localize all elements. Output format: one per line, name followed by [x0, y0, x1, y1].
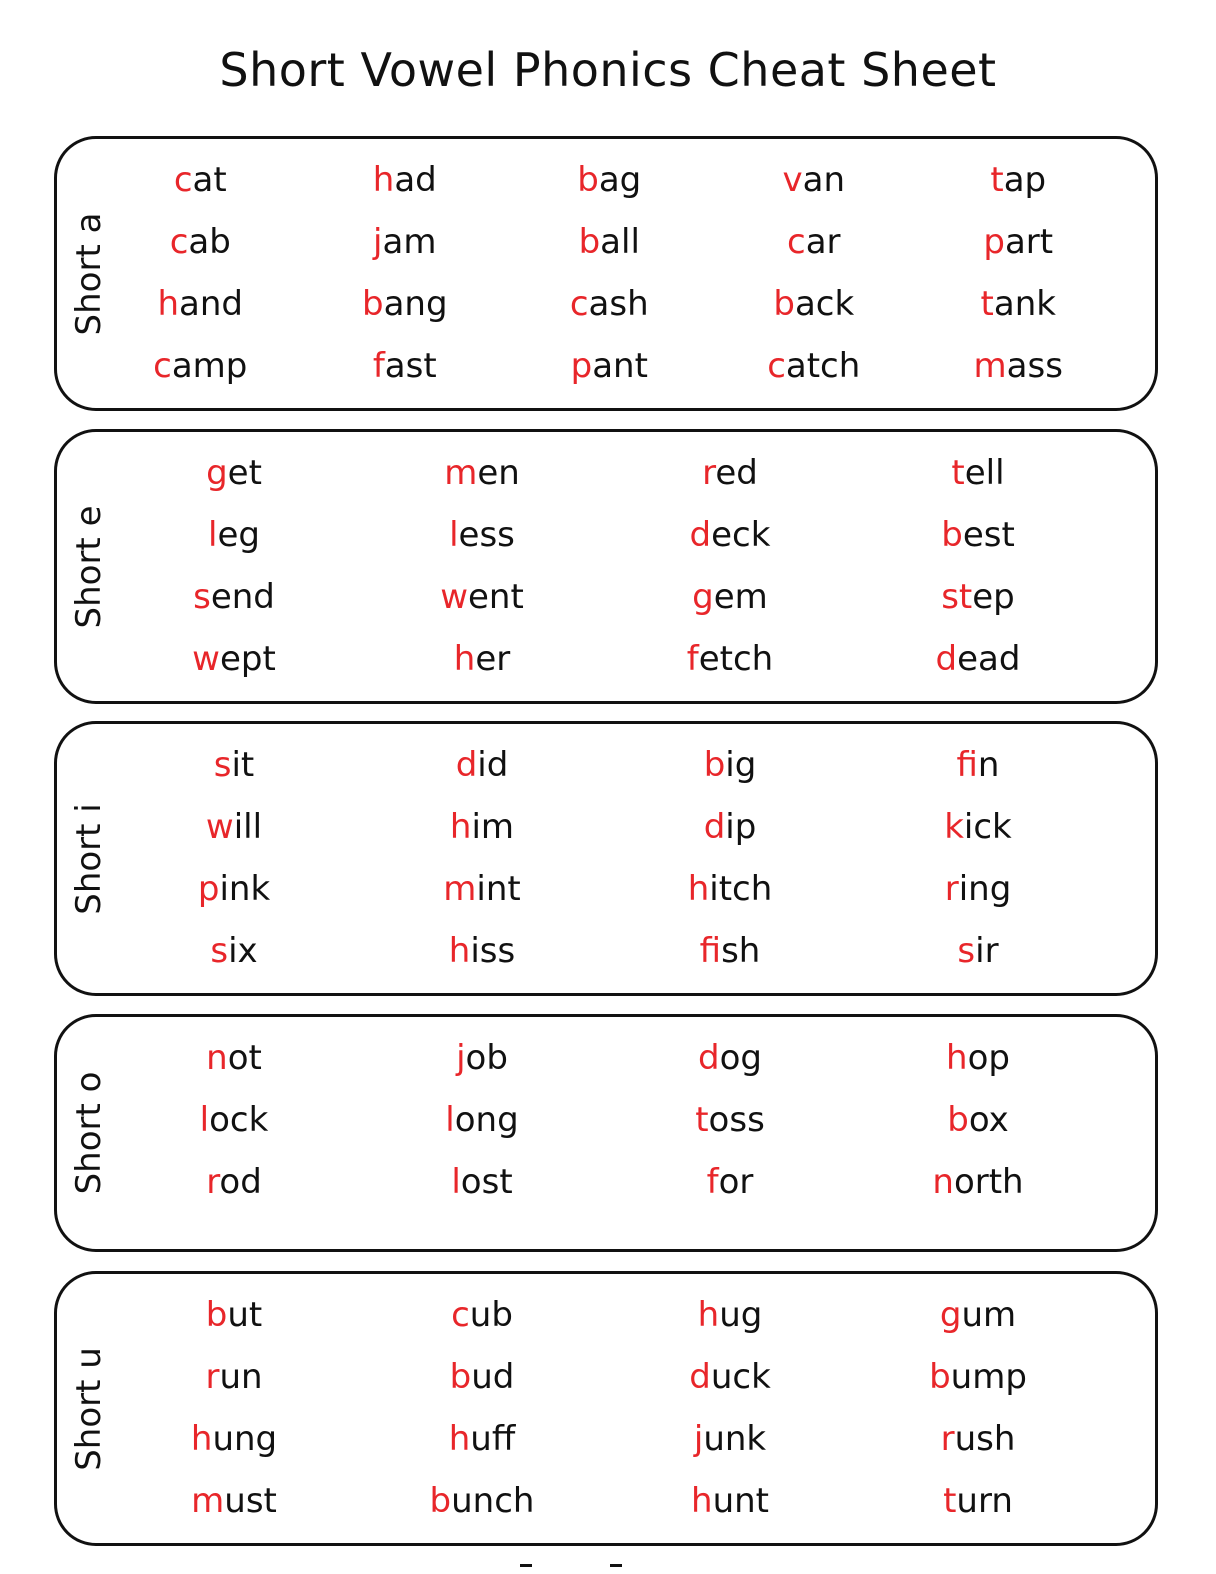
word-rime: im [471, 807, 515, 847]
word-rime: atch [785, 346, 861, 386]
word-onset: l [208, 515, 218, 555]
word [358, 1357, 606, 1419]
word-rime: ot [227, 1038, 262, 1078]
word [98, 160, 303, 222]
section-short-a [54, 136, 1158, 411]
word [110, 745, 358, 807]
word [358, 577, 606, 639]
word [854, 1162, 1102, 1224]
word [606, 931, 854, 993]
word-rime: ent [468, 577, 524, 617]
word [606, 577, 854, 639]
word [358, 515, 606, 577]
word-onset: t [990, 160, 1004, 200]
word [358, 745, 606, 807]
word-onset: d [703, 807, 726, 847]
word-onset: n [932, 1162, 954, 1202]
word-onset: c [153, 346, 172, 386]
section-label: Short a [69, 212, 109, 335]
word [358, 639, 606, 701]
word-onset: h [448, 1419, 471, 1459]
word-onset: j [373, 222, 383, 262]
word [854, 807, 1102, 869]
word-rime: ock [209, 1100, 269, 1140]
word-rime: ump [950, 1357, 1027, 1397]
word-onset: m [973, 346, 1007, 386]
word [606, 639, 854, 701]
word-rime: ink [219, 869, 271, 909]
word [358, 869, 606, 931]
word-grid [110, 745, 1102, 993]
word-onset: b [703, 745, 726, 785]
word [110, 869, 358, 931]
word [712, 284, 917, 346]
word-rime: ung [212, 1419, 278, 1459]
word-rime: it [231, 745, 255, 785]
word [854, 1357, 1102, 1419]
word [110, 1419, 358, 1481]
word-onset: h [449, 807, 472, 847]
word-onset: b [577, 160, 599, 200]
word-onset: t [695, 1100, 709, 1140]
word-onset: f [706, 1162, 719, 1202]
word-grid [98, 160, 1121, 408]
word-onset: m [443, 869, 477, 909]
word [712, 222, 917, 284]
word [606, 453, 854, 515]
word-rime: eck [711, 515, 771, 555]
word [606, 745, 854, 807]
word-rime: itch [709, 869, 773, 909]
word-onset: l [451, 1162, 461, 1202]
word-rime: ell [964, 453, 1005, 493]
word-rime: orth [953, 1162, 1024, 1202]
word-rime: en [477, 453, 520, 493]
word [854, 931, 1102, 993]
word [303, 284, 508, 346]
word-onset: d [698, 1038, 720, 1078]
word [110, 1100, 358, 1162]
word-rime: ang [383, 284, 448, 324]
word-onset: t [943, 1481, 957, 1521]
word-onset: c [767, 346, 786, 386]
word [854, 745, 1102, 807]
word-rime: ad [394, 160, 437, 200]
word-onset: s [213, 745, 232, 785]
word [854, 1419, 1102, 1481]
word-rime: amp [171, 346, 248, 386]
word [110, 1295, 358, 1357]
word [916, 222, 1121, 284]
word-onset: h [157, 284, 180, 324]
word-rime: id [477, 745, 509, 785]
word-onset: l [199, 1100, 210, 1140]
word-rime: am [382, 222, 437, 262]
word-rime: em [713, 577, 768, 617]
word-rime: urn [956, 1481, 1013, 1521]
word [854, 453, 1102, 515]
word-onset: b [429, 1481, 452, 1521]
word-onset: n [206, 1038, 228, 1078]
word [606, 1295, 854, 1357]
word-onset: r [206, 1162, 220, 1202]
word-rime: art [1004, 222, 1054, 262]
word-onset: h [448, 931, 471, 971]
word [916, 160, 1121, 222]
word-rime: ash [588, 284, 649, 324]
word-rime: ack [794, 284, 855, 324]
word [507, 222, 712, 284]
word [606, 1481, 854, 1543]
word-onset: j [693, 1419, 704, 1459]
word [606, 869, 854, 931]
word-onset: s [193, 577, 211, 617]
word-onset: h [946, 1038, 968, 1078]
word [712, 346, 917, 408]
word-rime: ab [188, 222, 231, 262]
word-rime: ig [725, 745, 757, 785]
word-rime: ank [993, 284, 1056, 324]
word-onset: w [192, 639, 220, 679]
word-onset: b [361, 284, 384, 324]
word-onset: h [453, 639, 476, 679]
word-rime: ead [957, 639, 1021, 679]
section-short-e [54, 429, 1158, 704]
word [854, 869, 1102, 931]
word-onset: g [939, 1295, 962, 1335]
word-rime: ast [384, 346, 437, 386]
word-onset: h [190, 1419, 213, 1459]
word-rime: ish [721, 931, 761, 971]
word [358, 1419, 606, 1481]
word [854, 1295, 1102, 1357]
word-rime: ir [975, 931, 999, 971]
word-onset: c [569, 284, 589, 324]
word-onset: c [169, 222, 189, 262]
word-onset: d [935, 639, 958, 679]
word-rime: ox [968, 1100, 1009, 1140]
word [854, 1038, 1102, 1100]
word-onset: c [173, 160, 193, 200]
word-rime: ush [954, 1419, 1016, 1459]
word-onset: c [451, 1295, 470, 1335]
word [98, 222, 303, 284]
word [712, 160, 917, 222]
word [110, 1481, 358, 1543]
word [507, 160, 712, 222]
word-onset: m [191, 1481, 225, 1521]
word-rime: ost [460, 1162, 513, 1202]
word [358, 807, 606, 869]
word [110, 1162, 358, 1224]
word [507, 284, 712, 346]
section-label: Short u [69, 1346, 109, 1471]
word-rime: ust [224, 1481, 277, 1521]
word-rime: ant [592, 346, 648, 386]
word [358, 1162, 606, 1224]
section-label: Short e [69, 505, 109, 628]
word-rime: ap [1003, 160, 1047, 200]
word [303, 222, 508, 284]
word-rime: uck [710, 1357, 771, 1397]
word [606, 807, 854, 869]
word-rime: etch [698, 639, 774, 679]
word-rime: an [802, 160, 845, 200]
word-onset: w [440, 577, 468, 617]
word [358, 931, 606, 993]
word-rime: um [961, 1295, 1017, 1335]
word-rime: at [192, 160, 227, 200]
word-onset: h [691, 1481, 713, 1521]
word [358, 1100, 606, 1162]
word [110, 577, 358, 639]
word-onset: b [941, 515, 963, 555]
word-onset: l [449, 515, 459, 555]
word-rime: ass [1006, 346, 1063, 386]
word [606, 515, 854, 577]
word-onset: m [444, 453, 478, 493]
word-rime: ep [972, 577, 1015, 617]
word-rime: and [179, 284, 244, 324]
word-rime: ug [719, 1295, 763, 1335]
word-onset: f [686, 639, 699, 679]
word [606, 1162, 854, 1224]
word-onset: h [697, 1295, 720, 1335]
word-rime: in [977, 745, 1000, 785]
word [110, 639, 358, 701]
word-onset: f [372, 346, 385, 386]
word-onset: b [773, 284, 795, 324]
word-rime: ut [227, 1295, 263, 1335]
word [606, 1357, 854, 1419]
word-grid [110, 1038, 1102, 1224]
word-onset: l [445, 1100, 455, 1140]
word-rime: og [719, 1038, 762, 1078]
word-rime: unt [712, 1481, 769, 1521]
word-rime: unch [451, 1481, 535, 1521]
word [358, 1481, 606, 1543]
word [110, 453, 358, 515]
word-onset: f [699, 931, 722, 971]
word-grid [110, 1295, 1102, 1543]
word [358, 1038, 606, 1100]
word-onset: b [947, 1100, 969, 1140]
word-rime: ess [458, 515, 515, 555]
word-rime: ept [219, 639, 276, 679]
word [303, 346, 508, 408]
word-onset: p [197, 869, 220, 909]
word-onset: s [957, 931, 976, 971]
word [916, 284, 1121, 346]
word-rime: ip [725, 807, 757, 847]
word-rime: ong [454, 1100, 519, 1140]
word-rime: ing [958, 869, 1012, 909]
word-rime: un [219, 1357, 263, 1397]
word-onset: b [578, 222, 601, 262]
word-onset: t [951, 453, 965, 493]
word [854, 577, 1102, 639]
word-rime: iss [470, 931, 516, 971]
word-rime: ill [233, 807, 263, 847]
section-short-i [54, 721, 1158, 996]
word-onset: g [692, 577, 714, 617]
word-rime: er [475, 639, 511, 679]
word-rime: ub [469, 1295, 513, 1335]
word [606, 1100, 854, 1162]
word-onset: t [980, 284, 994, 324]
word-rime: unk [703, 1419, 767, 1459]
word [606, 1038, 854, 1100]
word [507, 346, 712, 408]
word-onset: d [455, 745, 478, 785]
word-onset: k [944, 807, 964, 847]
word-onset: g [206, 453, 228, 493]
word [854, 639, 1102, 701]
word [110, 1038, 358, 1100]
word-onset: d [689, 1357, 711, 1397]
word-onset: c [786, 222, 806, 262]
word-rime: eg [217, 515, 260, 555]
word-grid [110, 453, 1102, 701]
word-onset: b [205, 1295, 228, 1335]
word-onset: b [929, 1357, 951, 1397]
word-onset: p [570, 346, 593, 386]
word-rime: ed [715, 453, 758, 493]
word-onset: r [702, 453, 716, 493]
word [358, 453, 606, 515]
word [303, 160, 508, 222]
word-rime: end [210, 577, 275, 617]
word [854, 1481, 1102, 1543]
word-onset: d [689, 515, 712, 555]
word [110, 515, 358, 577]
word-rime: ag [598, 160, 642, 200]
word-rime: all [600, 222, 640, 262]
section-label: Short o [69, 1071, 109, 1195]
word [110, 1357, 358, 1419]
word [358, 1295, 606, 1357]
word-onset: f [956, 745, 978, 785]
word-onset: p [983, 222, 1005, 262]
word [98, 284, 303, 346]
word-rime: od [219, 1162, 262, 1202]
word-onset: h [687, 869, 710, 909]
word-rime: ob [465, 1038, 508, 1078]
word [110, 807, 358, 869]
word-onset: r [944, 869, 959, 909]
word-rime: uff [470, 1419, 516, 1459]
word-onset: j [456, 1038, 466, 1078]
word [110, 931, 358, 993]
footer-mark [500, 1556, 720, 1574]
word-rime: int [476, 869, 521, 909]
word-rime: op [967, 1038, 1010, 1078]
word-rime: or [718, 1162, 754, 1202]
word-rime: est [962, 515, 1015, 555]
word-rime: ud [471, 1357, 515, 1397]
word-onset: v [782, 160, 803, 200]
word-rime: oss [708, 1100, 765, 1140]
word-rime: ar [805, 222, 841, 262]
section-short-u [54, 1271, 1158, 1546]
word [606, 1419, 854, 1481]
word [854, 515, 1102, 577]
word-rime: et [227, 453, 262, 493]
word-rime: ick [963, 807, 1012, 847]
word [98, 346, 303, 408]
word-onset: h [372, 160, 395, 200]
section-label: Short i [69, 802, 109, 915]
word-onset: s [210, 931, 229, 971]
word-onset: b [449, 1357, 472, 1397]
word-onset: r [940, 1419, 955, 1459]
page-title: Short Vowel Phonics Cheat Sheet [219, 43, 997, 97]
section-short-o [54, 1014, 1158, 1252]
word-onset: w [205, 807, 234, 847]
word-onset: st [941, 577, 973, 617]
word [916, 346, 1121, 408]
word [854, 1100, 1102, 1162]
word-onset: r [205, 1357, 220, 1397]
word-rime: ix [228, 931, 258, 971]
